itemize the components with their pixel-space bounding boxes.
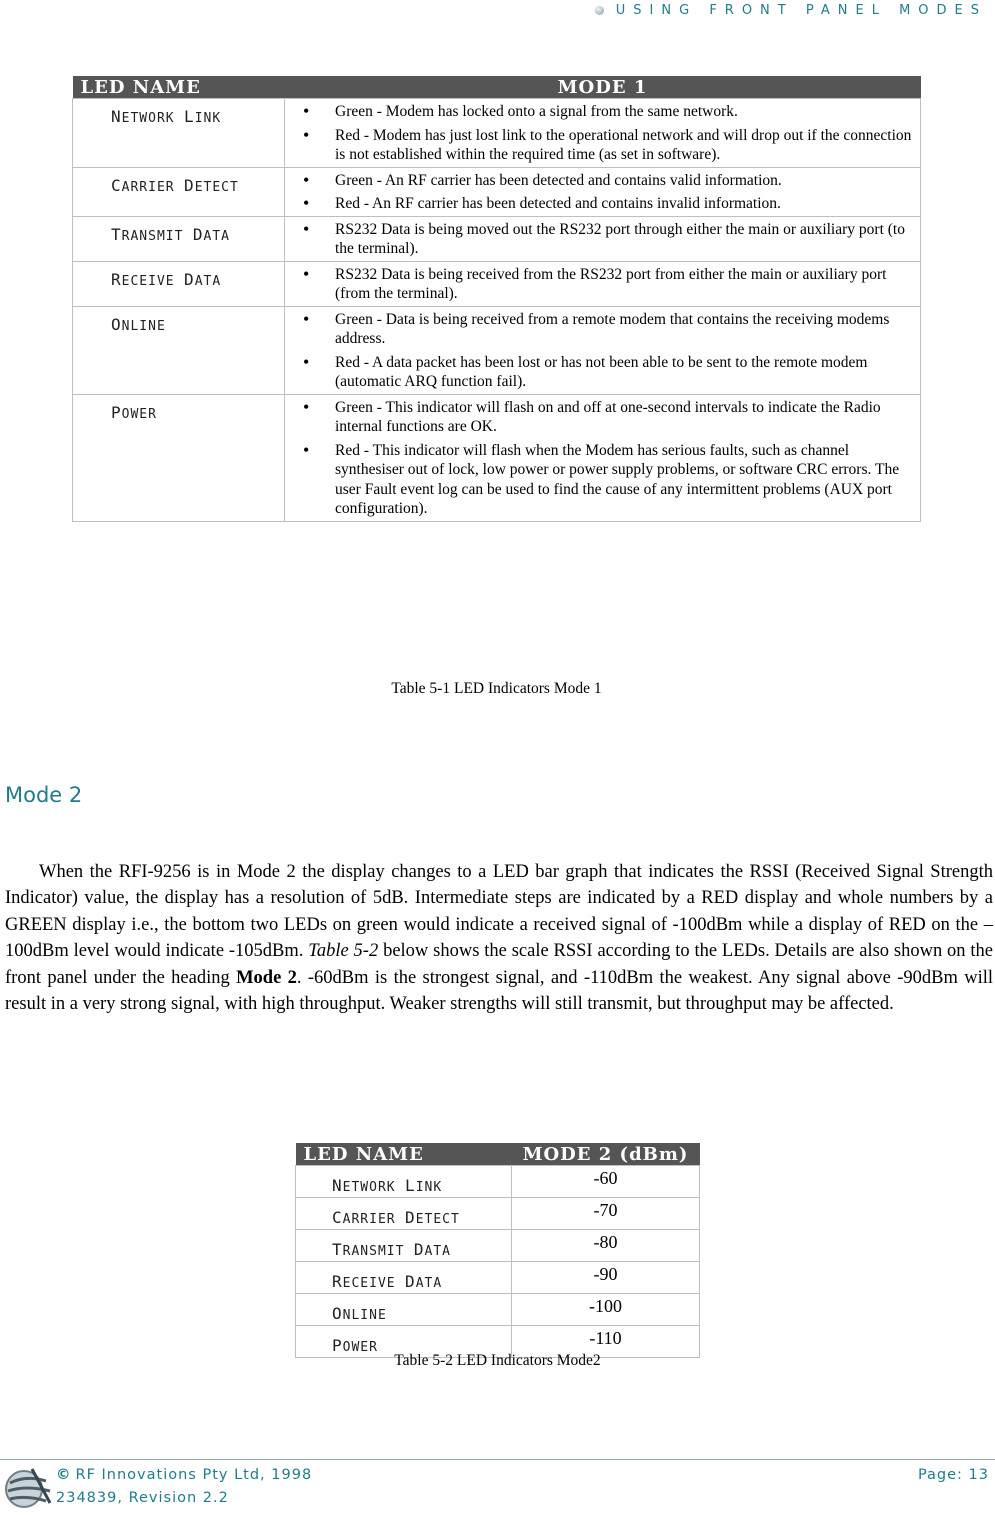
led-name-cell: CARRIER DETECT	[73, 167, 285, 216]
table2-caption: Table 5-2 LED Indicators Mode2	[394, 1352, 601, 1369]
body-paragraph	[5, 859, 993, 1018]
led-desc-cell	[285, 99, 921, 168]
dbm-value-cell: -110	[512, 1326, 700, 1358]
copyright-icon: ©	[56, 1467, 72, 1483]
dbm-value-cell: -80	[512, 1230, 700, 1262]
list-item: • Green - Data is being received from a remote modem that contains the receiving modems address.	[303, 310, 914, 349]
led-desc-cell	[285, 216, 921, 261]
company-logo-icon	[2, 1463, 54, 1511]
list-item: • Green - This indicator will flash on and off at one-second intervals to indicate the Radio internal functions are OK.	[303, 398, 914, 437]
table-row	[73, 261, 921, 306]
led-desc-cell	[285, 261, 921, 306]
led-name-cell: NETWORK LINK	[296, 1166, 512, 1198]
led-desc-cell	[285, 167, 921, 216]
footer-document: 234839, Revision 2.2	[56, 1490, 229, 1506]
header-bullet-icon	[595, 6, 604, 15]
footer-company	[56, 1467, 312, 1483]
footer-divider	[0, 1459, 995, 1460]
table-row	[73, 167, 921, 216]
table-row	[73, 216, 921, 261]
led-desc-cell	[285, 394, 921, 521]
led-name-cell: RECEIVE DATA	[296, 1262, 512, 1294]
table-row	[296, 1294, 700, 1326]
list-item: • Red - An RF carrier has been detected and contains invalid information.	[303, 194, 914, 214]
led-name-cell: ONLINE	[73, 306, 285, 394]
table-row	[73, 394, 921, 521]
led-mode1-table	[72, 76, 921, 522]
led-mode2-table	[295, 1143, 700, 1358]
company-name: RF Innovations Pty Ltd, 1998	[75, 1467, 313, 1483]
dbm-value-cell: -60	[512, 1166, 700, 1198]
table-header-row	[73, 76, 921, 99]
list-item: • Red - This indicator will flash when the Modem has serious faults, such as channel synthesiser out of lock, low power or power supply problems, or software CRC errors. The user Fault event log can be used to find the cause of any intermittent problems (AUX port configuration).	[303, 441, 914, 519]
led-name-cell: CARRIER DETECT	[296, 1198, 512, 1230]
led-desc-cell	[285, 306, 921, 394]
table-row	[296, 1230, 700, 1262]
table-row	[296, 1198, 700, 1230]
list-item: • Red - A data packet has been lost or has not been able to be sent to the remote modem (automatic ARQ function fail).	[303, 353, 914, 392]
led-name-cell: POWER	[73, 394, 285, 521]
dbm-value-cell: -100	[512, 1294, 700, 1326]
list-item: • RS232 Data is being received from the RS232 port from either the main or auxiliary port (from the terminal).	[303, 265, 914, 304]
col-led-name: LED NAME	[73, 76, 285, 99]
dbm-value-cell: -70	[512, 1198, 700, 1230]
running-header	[595, 0, 987, 20]
paragraph-text: When the RFI-9256 is in Mode 2 the display changes to a LED bar graph that indicates the RSSI (Received Signal Strength Indicator) value, the display has a resolution of 5dB. Intermediate steps are indicated by a RED display and whole numbers by a GREEN display i.e., the bottom two LEDs on green would indicate a received signal of -100dBm while a display of RED on the –100dBm level would indicate -105dBm.	[5, 861, 993, 961]
dbm-value-cell: -90	[512, 1262, 700, 1294]
page-number: Page: 13	[917, 1467, 989, 1483]
col-led-name: LED NAME	[296, 1143, 512, 1166]
led-name-cell: NETWORK LINK	[73, 99, 285, 168]
list-item: • RS232 Data is being moved out the RS232 port through either the main or auxiliary port (to the terminal).	[303, 220, 914, 259]
table-row	[296, 1166, 700, 1198]
table-row	[296, 1262, 700, 1294]
table-row	[73, 99, 921, 168]
col-mode2: MODE 2 (dBm)	[512, 1143, 700, 1166]
table-header-row	[296, 1143, 700, 1166]
led-name-cell: POWER	[296, 1326, 512, 1358]
paragraph-text: . -60dBm is the strongest signal, and -110dBm the weakest. Any signal above -90dBm will result in a very strong signal, with high throughput. Weaker strengths will still transmit, but throughput may be affected.	[5, 967, 994, 1014]
list-item: • Green - Modem has locked onto a signal from the same network.	[303, 102, 914, 122]
led-name-cell: RECEIVE DATA	[73, 261, 285, 306]
header-title: USING FRONT PANEL MODES	[615, 2, 987, 18]
list-item: • Red - Modem has just lost link to the operational network and will drop out if the connection is not established within the required time (as set in software).	[303, 126, 914, 165]
table1-caption: Table 5-1 LED Indicators Mode 1	[391, 680, 602, 697]
col-mode1: MODE 1	[285, 76, 921, 99]
paragraph-bold: Mode 2	[236, 967, 297, 988]
led-name-cell: TRANSMIT DATA	[73, 216, 285, 261]
led-name-cell: TRANSMIT DATA	[296, 1230, 512, 1262]
paragraph-text: below shows the scale RSSI according to the LEDs. Details are also shown on the front panel under the heading	[5, 941, 994, 988]
list-item: • Green - An RF carrier has been detected and contains valid information.	[303, 171, 914, 191]
led-name-cell: ONLINE	[296, 1294, 512, 1326]
section-heading: Mode 2	[5, 783, 83, 807]
table-reference: Table 5-2	[308, 941, 379, 961]
table-row	[73, 306, 921, 394]
